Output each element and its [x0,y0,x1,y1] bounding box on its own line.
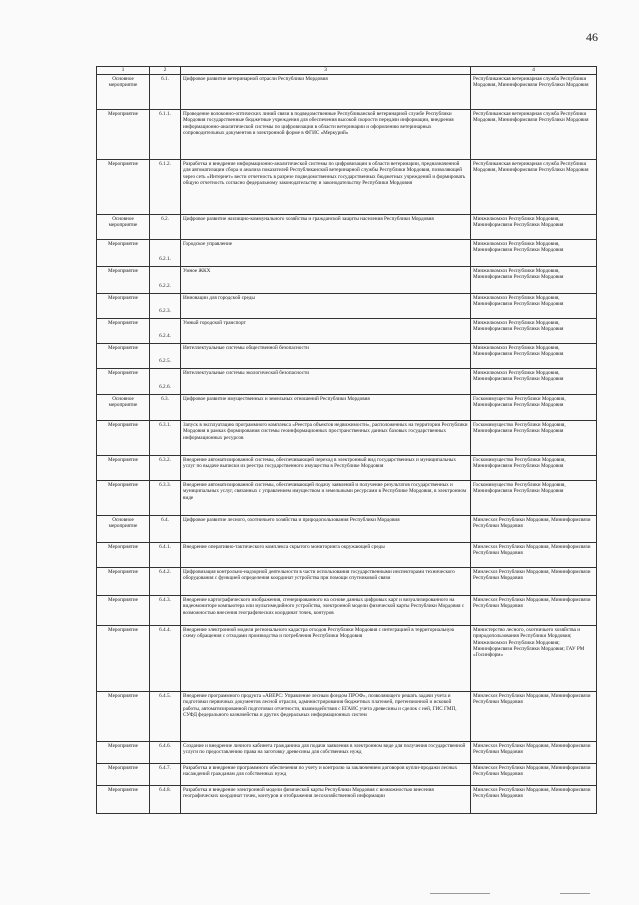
event-number-cell: 6.1.2. [150,159,181,214]
event-type-cell: Мероприятие [97,625,150,691]
event-title-cell: Городское управление [181,239,471,266]
event-number-cell: 6.2.5. [150,343,181,368]
event-title-cell: Разработка и внедрение информационно-аналитической системы по цифровизации в области ветеринарии, предназначенной для автоматизации сбора и анализа показателей Республиканской ветеринарной службы Республики Мордовия, позволяющей через сеть «Интернет» вести отчетность в разрезе подведомственных государственных бюджетных учреждений и формировать общую отчетность согласно федеральному законодательству и законодательству Республики Мордовия [181,159,471,214]
event-number-cell: 6.2.1. [150,239,181,266]
header-cell-4: 4 [471,67,597,75]
scan-line [430,893,490,894]
responsible-cell: Республиканская ветеринарная служба Республики Мордовия, Мининформсвязи Республики Мордовия [471,74,597,109]
event-number-cell: 6.3. [150,394,181,420]
event-type-cell: Мероприятие [97,542,150,567]
responsible-cell: Минлесхоз Республики Мордовия, Мининформсвязи Республики Мордовия [471,542,597,567]
responsible-cell: Минлесхоз Республики Мордовия, Мининформсвязи Республики Мордовия [471,595,597,625]
event-type-cell: Мероприятие [97,785,150,813]
event-number-cell: 6.4.4. [150,625,181,691]
event-number-cell: 6.1.1. [150,109,181,159]
table-row [97,266,597,293]
responsible-cell: Минжилкомхоз Республики Мордовия, Мининформсвязи Республики Мордовия [471,214,597,239]
responsible-cell: Минжилкомхоз Республики Мордовия, Мининформсвязи Республики Мордовия [471,293,597,318]
event-type-cell: Мероприятие [97,343,150,368]
event-title-cell: Внедрение автоматизированной системы, обеспечивающей подачу заявлений и получение результатов государственных и муниципальных услуг, связанных с управлением имуществом и земельными ресурсами в Республике Мордовия, в электронном виде [181,480,471,515]
responsible-cell: Минжилкомхоз Республики Мордовия, Мининформсвязи Республики Мордовия [471,239,597,266]
event-type-cell: Мероприятие [97,159,150,214]
table-row [97,109,597,159]
event-title-cell: Цифровое развитие лесного, охотничьего хозяйства и природопользования Республики Мордовия [181,515,471,542]
event-title-cell: Цифровое развитие жилищно-коммунального хозяйства и гражданской защиты населения Республики Мордовия [181,214,471,239]
table-row [97,595,597,625]
table-row [97,159,597,214]
event-title-cell: Инновации для городской среды [181,293,471,318]
table-row [97,763,597,785]
event-type-cell: Мероприятие [97,239,150,266]
event-type-cell: Основное мероприятие [97,515,150,542]
event-type-cell: Мероприятие [97,293,150,318]
table-row [97,239,597,266]
event-title-cell: Внедрение картографического изображения, сгенерированного на основе данных цифровых карт и визуализированного на видеомониторе компьютера или мультимедийного устройства, электронной модели физической карты Республики Мордовия с возможностью внесения географических координат точек, контуров [181,595,471,625]
responsible-cell: Минлесхоз Республики Мордовия, Мининформсвязи Республики Мордовия [471,515,597,542]
event-number-cell: 6.2.2. [150,266,181,293]
header-cell-2: 2 [150,67,181,75]
event-title-cell: Цифровое развитие ветеринарной отрасли Республики Мордовия [181,74,471,109]
responsible-cell: Министерство лесного, охотничьего хозяйства и природопользования Республики Мордовия; Минжилкомхоз Республики Мордовия; Мининформсвязи Республики Мордовия; ГАУ РМ «Госинформ» [471,625,597,691]
responsible-cell: Госкомимущество Республики Мордовия, Мининформсвязи Республики Мордовия [471,420,597,455]
scan-line [560,893,590,894]
event-type-cell: Мероприятие [97,109,150,159]
measures-table [96,66,597,814]
event-type-cell: Мероприятие [97,266,150,293]
event-type-cell: Мероприятие [97,455,150,480]
event-type-cell: Мероприятие [97,318,150,343]
event-title-cell: Запуск в эксплуатацию программного комплекса «Реестра объектов недвижимости», расположенных на территории Республики Мордовия в рамках формирования системы геоинформационных пространственных данных базовых государственных информационных ресурсов [181,420,471,455]
event-title-cell: Разработка и внедрение программного обеспечения по учету и контролю за заключением договоров купли-продажи лесных насаждений гражданам для собственных нужд [181,763,471,785]
event-title-cell: Внедрение автоматизированной системы, обеспечивающей переход в электронный вид государственных и муниципальных услуг по выдаче выписки из реестра государственного имущества в Республике Мордовия [181,455,471,480]
event-title-cell: Умный городской транспорт [181,318,471,343]
table-row [97,542,597,567]
responsible-cell: Республиканская ветеринарная служба Республики Мордовия, Мининформсвязи Республики Мордовия [471,159,597,214]
responsible-cell: Госкомимущество Республики Мордовия, Мининформсвязи Республики Мордовия [471,480,597,515]
responsible-cell: Минлесхоз Республики Мордовия, Мининформсвязи Республики Мордовия [471,785,597,813]
table-row [97,741,597,763]
table-row [97,567,597,595]
event-type-cell: Основное мероприятие [97,214,150,239]
responsible-cell: Госкомимущество Республики Мордовия, Мининформсвязи Республики Мордовия [471,394,597,420]
event-number-cell: 6.2.6. [150,368,181,394]
table-row [97,343,597,368]
header-cell-3: 3 [181,67,471,75]
event-number-cell: 6.2. [150,214,181,239]
responsible-cell: Минлесхоз Республики Мордовия, Мининформсвязи Республики Мордовия [471,567,597,595]
event-title-cell: Цифровизация контрольно-надзорной деятельности в части использования государственными инспекторами технического оборудования с функцией определения координат устройства при помощи спутниковой связи [181,567,471,595]
table-row [97,480,597,515]
event-number-cell: 6.4.1. [150,542,181,567]
table-row [97,318,597,343]
table-row [97,394,597,420]
event-title-cell: Цифровое развитие имущественных и земельных отношений Республики Мордовия [181,394,471,420]
event-type-cell: Основное мероприятие [97,394,150,420]
responsible-cell: Минлесхоз Республики Мордовия, Мининформсвязи Республики Мордовия [471,691,597,741]
event-type-cell: Основное мероприятие [97,74,150,109]
event-number-cell: 6.2.3. [150,293,181,318]
event-title-cell: Проведение волоконно-оптических линий связи в подведомственные Республиканской ветеринарной службе Республики Мордовия государственные бюджетные учреждения для обеспечения высокой скорости передачи информации, внедрения информационно-аналитической системы по цифровизации в области ветеринарии и оформлению ветеринарных сопроводительных документов в электронной форме в ФГИС «Меркурий» [181,109,471,159]
responsible-cell: Минжилкомхоз Республики Мордовия, Мининформсвязи Республики Мордовия [471,343,597,368]
event-title-cell: Внедрение оперативно-тактического комплекса скрытого мониторинга окружающей среды [181,542,471,567]
event-number-cell: 6.4.2. [150,567,181,595]
event-number-cell: 6.1. [150,74,181,109]
header-row [97,67,597,75]
event-type-cell: Мероприятие [97,420,150,455]
responsible-cell: Минжилкомхоз Республики Мордовия, Мининформсвязи Республики Мордовия [471,368,597,394]
event-type-cell: Мероприятие [97,567,150,595]
event-number-cell: 6.4.8. [150,785,181,813]
responsible-cell: Республиканская ветеринарная служба Республики Мордовия, Мининформсвязи Республики Мордовия [471,109,597,159]
event-type-cell: Мероприятие [97,741,150,763]
event-number-cell: 6.4. [150,515,181,542]
event-title-cell: Внедрение электронной модели регионального кадастра отходов Республики Мордовия с интеграцией в территориальную схему обращения с отходами производства и потребления Республики Мордовия [181,625,471,691]
event-type-cell: Мероприятие [97,480,150,515]
table-row [97,293,597,318]
event-number-cell: 6.4.6. [150,741,181,763]
responsible-cell: Минлесхоз Республики Мордовия, Мининформсвязи Республики Мордовия [471,763,597,785]
responsible-cell: Госкомимущество Республики Мордовия, Мининформсвязи Республики Мордовия [471,455,597,480]
table-row [97,785,597,813]
event-number-cell: 6.4.5. [150,691,181,741]
responsible-cell: Минжилкомхоз Республики Мордовия, Мининформсвязи Республики Мордовия [471,318,597,343]
event-number-cell: 6.3.3. [150,480,181,515]
event-title-cell: Интеллектуальные системы экологической безопасности [181,368,471,394]
table-row [97,455,597,480]
event-type-cell: Мероприятие [97,691,150,741]
table-row [97,515,597,542]
event-title-cell: Интеллектуальные системы общественной безопасности [181,343,471,368]
event-title-cell: Умное ЖКХ [181,266,471,293]
event-number-cell: 6.2.4. [150,318,181,343]
table-row [97,420,597,455]
event-number-cell: 6.3.2. [150,455,181,480]
event-title-cell: Создание и внедрение личного кабинета гражданина для подачи заявления в электронном виде для получения государственной услуги по предоставлению права на заготовку древесины для собственных нужд [181,741,471,763]
event-number-cell: 6.4.7. [150,763,181,785]
table-row [97,625,597,691]
event-type-cell: Мероприятие [97,595,150,625]
table-row [97,368,597,394]
event-number-cell: 6.4.3. [150,595,181,625]
event-type-cell: Мероприятие [97,763,150,785]
responsible-cell: Минлесхоз Республики Мордовия, Мининформсвязи Республики Мордовия [471,741,597,763]
event-type-cell: Мероприятие [97,368,150,394]
header-cell-1: 1 [97,67,150,75]
page-number: 46 [586,30,598,44]
event-title-cell: Разработка и внедрение электронной модели физической карты Республики Мордовия с возможностью внесения географических координат точек, контуров и отображения лесохозяйственной информации [181,785,471,813]
table-row [97,691,597,741]
table-row [97,214,597,239]
responsible-cell: Минжилкомхоз Республики Мордовия, Мининформсвязи Республики Мордовия [471,266,597,293]
event-title-cell: Внедрение программного продукта «АВЕРС: Управление лесным фондом ПРОФ», позволяющего решать задачи учета и подготовки первичных документов лесной отрасли, администрирования бюджетных платежей, претензионной и исковой работы, автоматизированной подготовки отчетности, взаимодействия с ЕГАИС учета древесины и сделок с ней, ГИС ГМП, СУФД федерального казначейства и других федеральных информационных систем [181,691,471,741]
event-number-cell: 6.3.1. [150,420,181,455]
table-row [97,74,597,109]
